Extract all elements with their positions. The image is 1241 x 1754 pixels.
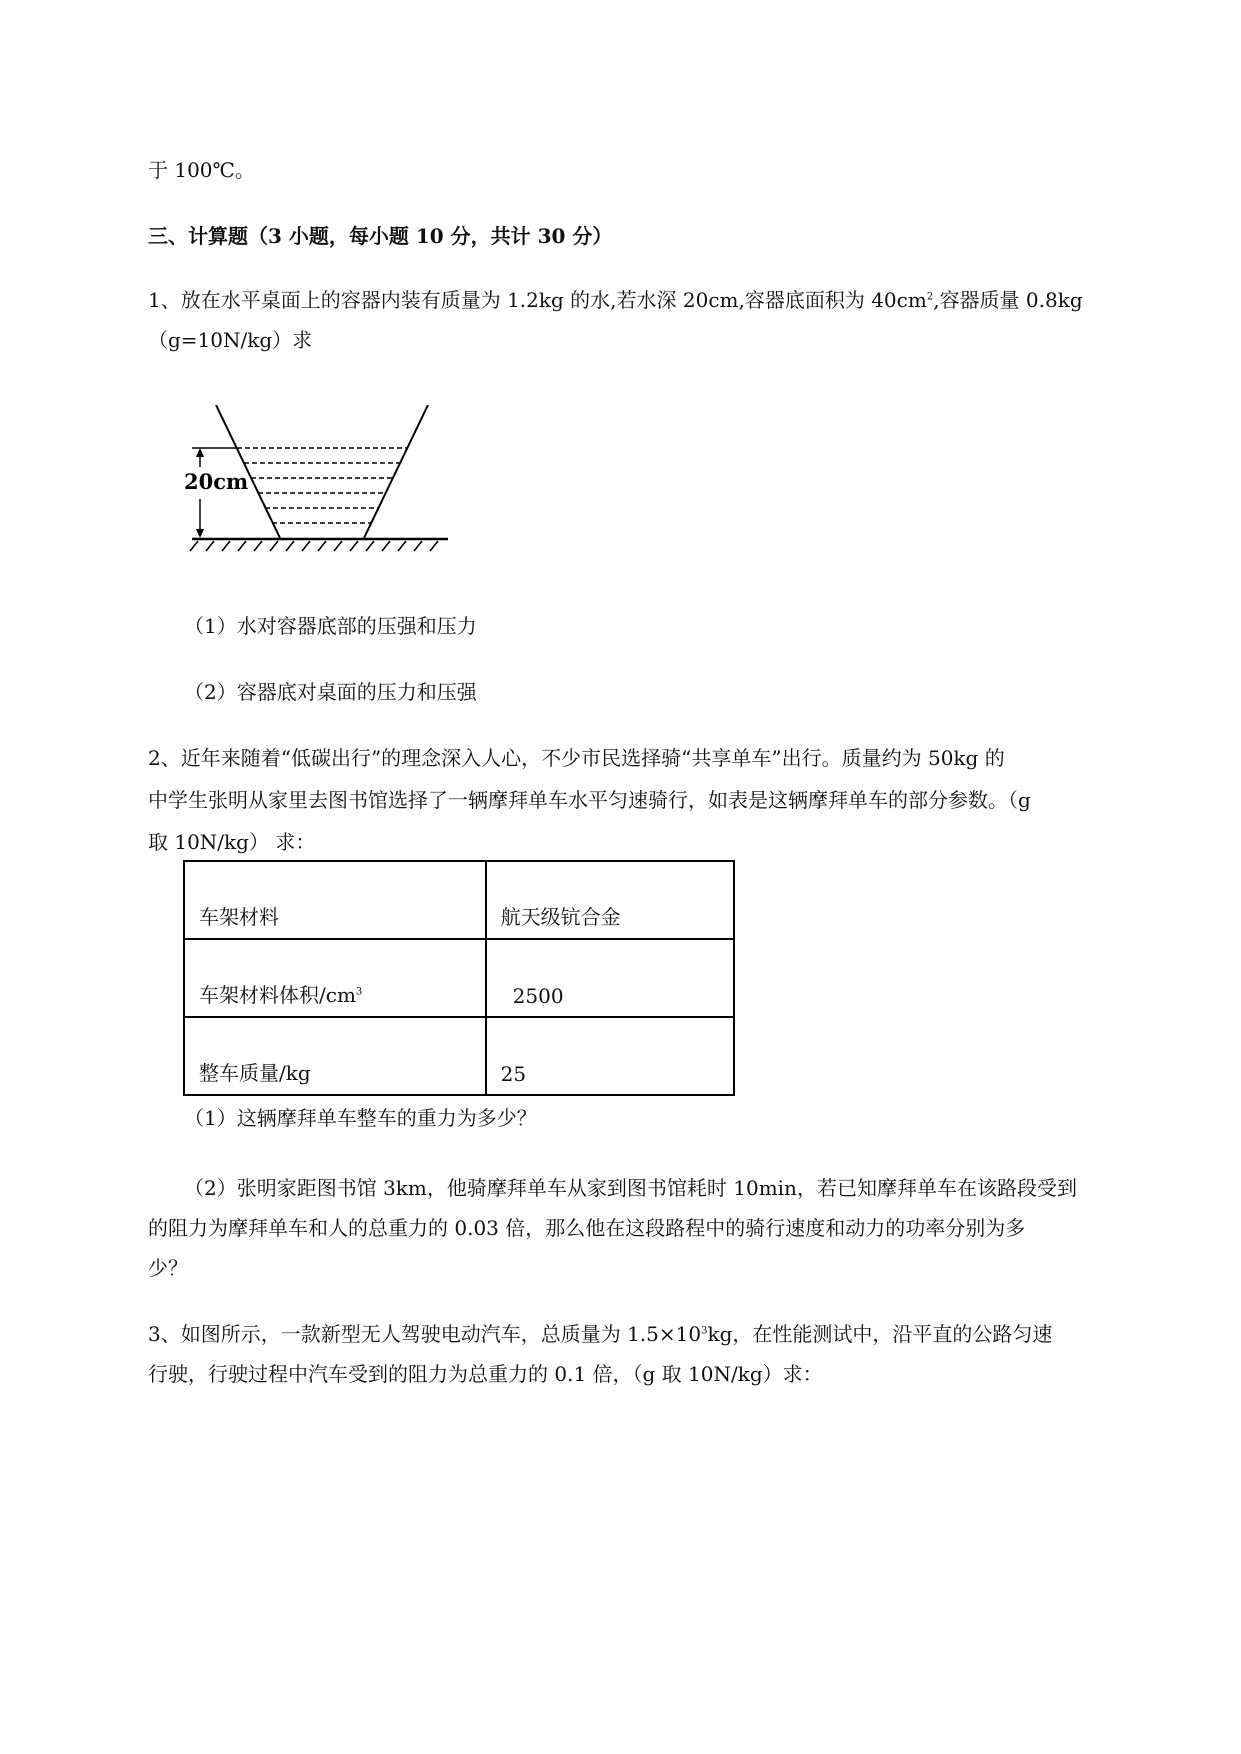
arrow-down-icon [196,529,204,538]
table-cell-label: 整车质量/kg [184,1017,486,1095]
water-lines [237,448,407,523]
q2-line1: 2、近年来随着“低碳出行”的理念深入人心，不少市民选择骑“共享单车”出行。质量约为 50kg 的 [148,746,1005,770]
q2-sub1: （1）这辆摩拜单车整车的重力为多少？ [184,1106,537,1130]
q2-sub2-line2: 的阻力为摩拜单车和人的总重力的 0.03 倍，那么他在这段路程中的骑行速度和动力的功率分别为多 [148,1216,1026,1240]
continuation-text: 于 100℃。 [148,158,255,182]
arrow-up-icon [196,448,204,457]
table-row [184,939,734,1017]
q1-line1: 1、放在水平桌面上的容器内装有质量为 1.2kg 的水,若水深 20cm,容器底面积为 $40cm^2$,容器质量 0.8kg [148,288,1083,312]
table-cell-value: 25 [486,1017,734,1095]
container-figure [184,405,454,555]
table-cell-label: 车架材料体积$/cm^3$ [184,939,486,1017]
q3-line1: 3、如图所示，一款新型无人驾驶电动汽车，总质量为 $1.5\times 10^3kg$，在性能测试中，沿平直的公路匀速 [148,1322,1053,1346]
q1-line2: （g=10N/kg）求 [148,328,313,352]
depth-label: 20cm [184,469,249,494]
q2-sub2-line1: （2）张明家距图书馆 3km，他骑摩拜单车从家到图书馆耗时 10min，若已知摩拜单车在该路段受到 [184,1176,1077,1200]
section-title: 三、计算题（3 小题，每小题 10 分，共计 30 分） [148,224,613,248]
q2-sub2-line3: 少？ [148,1256,188,1280]
table-row [184,861,734,939]
q1-sub1: （1）水对容器底部的压强和压力 [184,614,477,638]
table-cell-value: 2500 [486,939,734,1017]
q2-line3: 取 10N/kg） 求： [148,830,316,854]
table-cell-label: 车架材料 [184,861,486,939]
q3-line2: 行驶，行驶过程中汽车受到的阻力为总重力的 0.1 倍，（g 取 10N/kg）求： [148,1362,823,1386]
bike-params-table [183,860,735,1096]
table-cell-value: 航天级钪合金 [486,861,734,939]
q2-line2: 中学生张明从家里去图书馆选择了一辆摩拜单车水平匀速骑行，如表是这辆摩拜单车的部分参数。（g [148,788,1031,812]
q1-sub2: （2）容器底对桌面的压力和压强 [184,680,477,704]
container-right-wall [364,405,428,538]
ground-hatch [190,541,438,551]
table-row [184,1017,734,1095]
